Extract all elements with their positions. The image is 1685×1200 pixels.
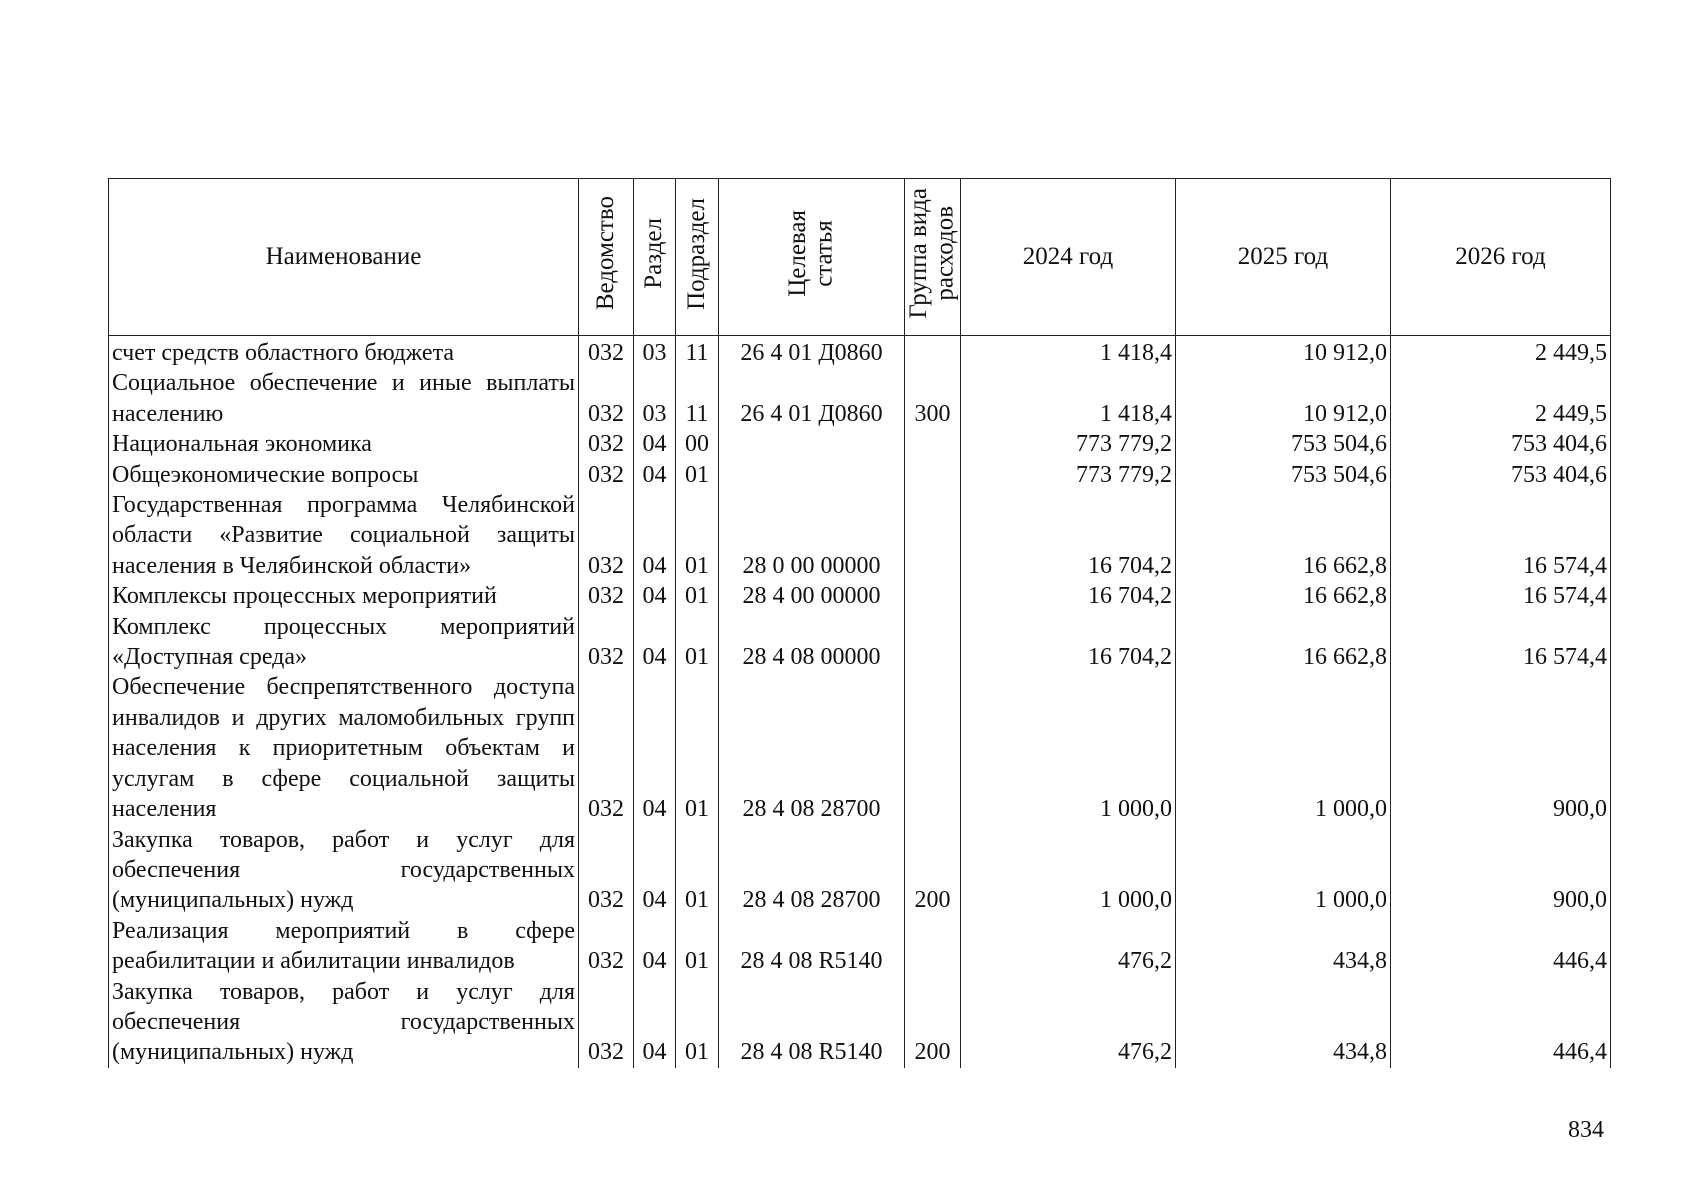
year-2025-cell: 434,8 [1176,916,1391,977]
expense-group-cell [905,581,961,611]
section-cell: 03 [634,336,676,369]
expense-group-cell [905,672,961,824]
table-row [109,581,1611,611]
section-cell: 04 [634,429,676,459]
year-2024-cell: 1 000,0 [961,672,1176,824]
subsection-cell: 00 [676,429,719,459]
year-2025-cell: 16 662,8 [1176,490,1391,581]
year-2024-cell: 16 704,2 [961,490,1176,581]
subsection-cell: 01 [676,825,719,916]
expense-group-cell: 300 [905,368,961,429]
year-2024-cell: 476,2 [961,977,1176,1068]
department-cell: 032 [579,429,634,459]
section-cell: 04 [634,977,676,1068]
year-2024-cell: 16 704,2 [961,612,1176,673]
subsection-cell: 01 [676,612,719,673]
table-row [109,977,1611,1068]
year-2026-cell: 900,0 [1391,672,1611,824]
year-2025-cell: 16 662,8 [1176,581,1391,611]
year-2025-cell: 10 912,0 [1176,336,1391,369]
expense-group-cell [905,490,961,581]
department-cell: 032 [579,916,634,977]
expense-group-cell [905,612,961,673]
subsection-cell: 01 [676,581,719,611]
year-2024-cell: 1 418,4 [961,368,1176,429]
year-2024-cell: 16 704,2 [961,581,1176,611]
expense-group-cell: 200 [905,825,961,916]
target-article-cell: 26 4 01 Д0860 [719,336,905,369]
expense-group-cell [905,336,961,369]
section-cell: 03 [634,368,676,429]
expense-group-cell [905,916,961,977]
target-article-cell: 28 4 08 28700 [719,672,905,824]
section-cell: 04 [634,916,676,977]
subsection-cell: 11 [676,336,719,369]
department-cell: 032 [579,460,634,490]
year-2024-cell: 1 000,0 [961,825,1176,916]
row-name-cell: Закупка товаров, работ и услуг для обеспечения государственных (муниципальных) нужд [109,825,579,916]
year-2024-cell: 773 779,2 [961,460,1176,490]
table-body [109,336,1611,1068]
department-cell: 032 [579,368,634,429]
table-row [109,429,1611,459]
year-2026-cell: 753 404,6 [1391,429,1611,459]
department-cell: 032 [579,612,634,673]
target-article-cell: 28 4 00 00000 [719,581,905,611]
section-cell: 04 [634,672,676,824]
department-cell: 032 [579,672,634,824]
header-target-article: Целевая статья [719,179,905,336]
target-article-cell: 28 0 00 00000 [719,490,905,581]
expense-group-cell [905,429,961,459]
header-name: Наименование [109,179,579,336]
year-2026-cell: 16 574,4 [1391,490,1611,581]
header-section: Раздел [634,179,676,336]
budget-table [108,178,1611,1068]
year-2025-cell: 1 000,0 [1176,825,1391,916]
row-name-cell: Государственная программа Челябинской области «Развитие социальной защиты населения в Челябинской области» [109,490,579,581]
header-year-2026: 2026 год [1391,179,1611,336]
target-article-cell [719,460,905,490]
section-cell: 04 [634,612,676,673]
section-cell: 04 [634,460,676,490]
year-2025-cell: 434,8 [1176,977,1391,1068]
department-cell: 032 [579,490,634,581]
row-name-cell: Комплексы процессных мероприятий [109,581,579,611]
target-article-cell: 28 4 08 R5140 [719,916,905,977]
year-2025-cell: 16 662,8 [1176,612,1391,673]
row-name-cell: Национальная экономика [109,429,579,459]
department-cell: 032 [579,336,634,369]
year-2026-cell: 2 449,5 [1391,336,1611,369]
table-row [109,368,1611,429]
department-cell: 032 [579,581,634,611]
header-department: Ведомство [579,179,634,336]
year-2026-cell: 16 574,4 [1391,612,1611,673]
year-2026-cell: 2 449,5 [1391,368,1611,429]
section-cell: 04 [634,581,676,611]
target-article-cell: 28 4 08 00000 [719,612,905,673]
year-2026-cell: 753 404,6 [1391,460,1611,490]
header-subsection: Подраздел [676,179,719,336]
table-row [109,490,1611,581]
row-name-cell: Социальное обеспечение и иные выплаты населению [109,368,579,429]
row-name-cell: счет средств областного бюджета [109,336,579,369]
row-name-cell: Обеспечение беспрепятственного доступа инвалидов и других маломобильных групп населения к приоритетным объектам и услугам в сфере социальной защиты населения [109,672,579,824]
subsection-cell: 01 [676,460,719,490]
year-2025-cell: 753 504,6 [1176,429,1391,459]
year-2026-cell: 446,4 [1391,977,1611,1068]
subsection-cell: 01 [676,490,719,581]
row-name-cell: Комплекс процессных мероприятий «Доступная среда» [109,612,579,673]
page-number: 834 [1568,1117,1604,1143]
target-article-cell: 26 4 01 Д0860 [719,368,905,429]
year-2024-cell: 1 418,4 [961,336,1176,369]
year-2026-cell: 900,0 [1391,825,1611,916]
target-article-cell: 28 4 08 R5140 [719,977,905,1068]
year-2025-cell: 10 912,0 [1176,368,1391,429]
subsection-cell: 01 [676,977,719,1068]
section-cell: 04 [634,825,676,916]
expense-group-cell: 200 [905,977,961,1068]
table-row [109,460,1611,490]
row-name-cell: Общеэкономические вопросы [109,460,579,490]
year-2026-cell: 446,4 [1391,916,1611,977]
budget-table-sheet [108,178,1610,1068]
year-2025-cell: 753 504,6 [1176,460,1391,490]
table-row [109,916,1611,977]
section-cell: 04 [634,490,676,581]
target-article-cell: 28 4 08 28700 [719,825,905,916]
header-expense-group: Группа вида расходов [905,179,961,336]
table-row [109,825,1611,916]
header-year-2025: 2025 год [1176,179,1391,336]
year-2024-cell: 773 779,2 [961,429,1176,459]
subsection-cell: 01 [676,672,719,824]
table-header-row [109,179,1611,336]
row-name-cell: Реализация мероприятий в сфере реабилитации и абилитации инвалидов [109,916,579,977]
subsection-cell: 01 [676,916,719,977]
table-row [109,336,1611,369]
table-row [109,612,1611,673]
target-article-cell [719,429,905,459]
table-row [109,672,1611,824]
expense-group-cell [905,460,961,490]
header-year-2024: 2024 год [961,179,1176,336]
subsection-cell: 11 [676,368,719,429]
department-cell: 032 [579,977,634,1068]
department-cell: 032 [579,825,634,916]
year-2026-cell: 16 574,4 [1391,581,1611,611]
year-2025-cell: 1 000,0 [1176,672,1391,824]
row-name-cell: Закупка товаров, работ и услуг для обеспечения государственных (муниципальных) нужд [109,977,579,1068]
year-2024-cell: 476,2 [961,916,1176,977]
